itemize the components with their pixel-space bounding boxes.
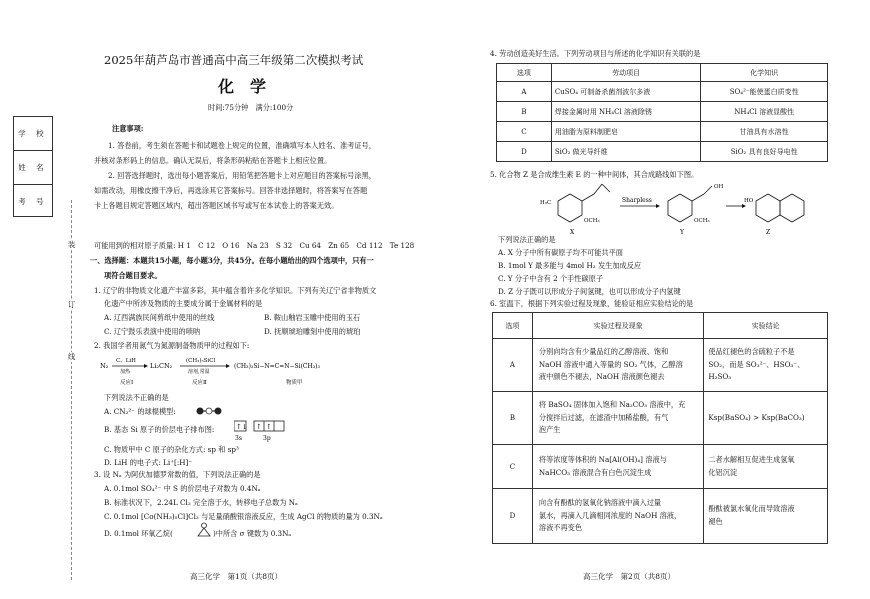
q1-option-c: C. 辽宁鼓乐表演中使用的唢呐 xyxy=(104,327,201,336)
atom-och3-x: OCH₃ xyxy=(584,218,600,224)
q3-option-b: B. 标准状况下，2.24L Cl₂ 完全溶于水，转移电子总数为 Nₐ xyxy=(104,498,298,507)
scheme-n2: N₂ xyxy=(100,362,109,370)
binding-label-ding: 订 xyxy=(68,300,76,309)
binding-line xyxy=(71,200,72,580)
table-row: B 将 BaSO₄ 固体加入饱和 Na₂CO₃ 溶液中，充 分搅拌后过滤，在滤渣中加稀盐酸，有气 泡产生 Ksp(BaSO₄) > Ksp(BaCO₃) xyxy=(493,392,828,445)
scheme-label-2: 反应Ⅱ xyxy=(192,380,207,386)
q3-option-a: A. 0.1mol SO₄²⁻ 中 S 的价层电子对数为 0.4Nₐ xyxy=(104,484,261,493)
q5-option-d: D. Z 分子既可以形成分子间氢键，也可以形成分子内氢键 xyxy=(498,287,681,296)
svg-text:↑↓: ↑↓ xyxy=(236,423,248,431)
q1-option-b: B. 鞍山釉岩玉雕中使用的玉石 xyxy=(264,313,361,322)
q5-option-a: A. X 分子中所有碳原子均不可能共平面 xyxy=(498,248,623,257)
q3-option-d-part2: )中所含 σ 键数为 0.3Nₐ xyxy=(213,529,292,538)
binding-label-xian: 线 xyxy=(68,352,76,361)
reagent-sharpless: Sharpless xyxy=(622,197,652,204)
q4-table xyxy=(496,63,828,162)
scheme-label-1: 反应Ⅰ xyxy=(120,380,134,386)
q5-stem: 5. 化合物 Z 是合成维生素 E 的一种中间体，其合成路线如下图。 xyxy=(490,170,699,179)
q6-table xyxy=(492,312,828,544)
q2-reaction-scheme xyxy=(100,352,380,388)
table-row: D SiO₂ 做光导纤维 SiO₂ 具有良好导电性 xyxy=(497,142,828,162)
q6-header-conclusion: 实验结论 xyxy=(704,313,828,339)
subject-title: 化 学 xyxy=(218,77,267,96)
note-line-2: 并核对条形码上的信息。确认无误后，将条形码粘贴在答题卡上相应位置。 xyxy=(94,156,332,165)
svg-text:↑: ↑ xyxy=(266,423,272,431)
scheme-reagent2-top: (CH₃)₃SiCl xyxy=(186,358,216,364)
q3-option-c: C. 0.1mol [Co(NH₃)₅Cl]Cl₂ 与足量硝酸银溶液反应，生成 AgCl 的物质的量为 0.3Nₐ xyxy=(104,512,383,521)
atom-oh: OH xyxy=(714,184,724,190)
q5-synthesis-scheme xyxy=(540,180,810,236)
q3-stem: 3. 设 Nₐ 为阿伏加德罗常数的值，下列说法正确的是 xyxy=(94,470,261,479)
footer-page-1: 高三化学 第1页（共8页） xyxy=(190,572,283,581)
svg-text:↑: ↑ xyxy=(256,423,262,431)
orbital-label-3s: 3s xyxy=(235,435,242,442)
q4-header-knowledge: 化学知识 xyxy=(701,64,828,82)
section-one-heading-cont: 项符合题目要求。 xyxy=(104,271,162,280)
q5-question: 下列说法正确的是 xyxy=(498,235,556,244)
epoxide-ring-icon xyxy=(196,522,212,538)
scheme-reagent1-top: C、LiH xyxy=(116,358,136,364)
table-row: C 将等浓度等体积的 Na[Al(OH)₄] 溶液与 NaHCO₃ 溶液混合有白色沉淀生成 二者水解相互促进生成氢氧 化铝沉淀 xyxy=(493,445,828,489)
section-one-heading: 一、选择题：本题共15小题，每小题3分，共45分。在每小题给出的四个选项中，只有一 xyxy=(90,256,374,265)
q2-option-d: D. LiH 的电子式: Li⁺[:H]⁻ xyxy=(104,458,193,467)
scheme-product-label: 物质甲 xyxy=(286,380,303,386)
q2-question: 下列说法不正确的是 xyxy=(104,393,169,402)
scheme-reagent2-bottom: 溶剂,常温 xyxy=(188,369,210,375)
binding-label-zhuang: 装 xyxy=(68,240,76,249)
table-row: B 焊接金属时用 NH₄Cl 溶液除锈 NH₄Cl 溶液显酸性 xyxy=(497,102,828,122)
note-line-3: 2. 回答选择题时，选出每小题答案后，用铅笔把答题卡上对应题目的答案标号涂黑， xyxy=(108,171,376,180)
q1-stem: 1. 辽宁的非物质文化遗产丰富多彩，其中蕴含着许多化学知识。下列有关辽宁省非物质文 xyxy=(94,286,377,295)
exam-title: 2025年葫芦岛市普通高中高三年级第二次模拟考试 xyxy=(104,53,364,67)
note-line-1: 1. 答卷前，考生须在答题卡和试题卷上规定的位置，准确填写本人姓名、准考证号， xyxy=(108,141,376,150)
label-z: Z xyxy=(766,229,771,236)
q2-option-c: C. 物质甲中 C 原子的杂化方式: sp 和 sp³ xyxy=(104,445,239,454)
q1-option-d: D. 抚顺琥珀雕刻中使用的琥珀 xyxy=(264,327,361,336)
table-row: A CuSO₄ 可制备杀菌剂波尔多液 SO₄²⁻能使蛋白质变性 xyxy=(497,82,828,102)
q5-option-c: C. Y 分子中含有 2 个手性碳原子 xyxy=(498,274,604,283)
q2-stem: 2. 我国学者用氮气为氮源制备物质甲的过程如下: xyxy=(94,341,250,350)
q1-stem-cont: 化遗产中所涉及物质的主要成分属于金属材料的是 xyxy=(104,299,263,308)
table-row: C 用油脂为原料制肥皂 甘油具有水溶性 xyxy=(497,122,828,142)
q6-header-option: 选项 xyxy=(493,313,533,339)
scheme-intermediate: Li₂CN₂ xyxy=(150,362,173,370)
q5-option-b: B. 1mol Y 最多能与 4mol H₂ 发生加成反应 xyxy=(498,261,642,270)
ball-stick-model-icon xyxy=(194,405,224,417)
q6-header-process: 实验过程及现象 xyxy=(532,313,703,339)
school-field[interactable]: 学 校 xyxy=(14,117,52,151)
atom-och3-y: OCH₃ xyxy=(694,218,710,224)
atomic-masses: 可能用到的相对原子质量: H 1 C 12 O 16 Na 23 S 32 Cu 64 Zn 65 Cd 112 Te 128 xyxy=(94,241,415,250)
scheme-product: (CH₃)₃Si−N=C=N−Si(CH₃)₃ xyxy=(234,363,320,370)
q2-option-b: B. 基态 Si 原子的价层电子排布图: xyxy=(104,425,215,434)
orbital-label-3p: 3p xyxy=(263,435,271,442)
name-field[interactable]: 姓 名 xyxy=(14,151,52,185)
label-x: X xyxy=(570,229,575,236)
q4-stem: 4. 劳动创造美好生活。下列劳动项目与所述的化学知识有关联的是 xyxy=(490,49,701,58)
q4-header-option: 选项 xyxy=(497,64,552,82)
atom-h3c: H₃C xyxy=(540,200,552,206)
notes-title: 注意事项: xyxy=(112,124,144,133)
table-row: D 向含有酚酞的氢氧化钠溶液中滴入过量 氯水，再滴入几滴相同浓度的 NaOH 溶液， 溶液不再变色 酚酞被氯水氧化而导致溶液 褪色 xyxy=(493,489,828,544)
note-line-5: 卡上各题目规定答题区域内，超出答题区域书写或写在本试卷上的答案无效。 xyxy=(94,201,339,210)
student-info-box xyxy=(13,116,53,217)
scheme-reagent1-bottom: 加热 xyxy=(120,369,131,375)
time-info: 时间:75分钟 满分:100分 xyxy=(208,103,294,112)
exam-number-field[interactable]: 考 号 xyxy=(18,197,48,206)
q6-stem: 6. 室温下，根据下列实验过程及现象，能验证相应实验结论的是 xyxy=(490,299,694,308)
note-line-4: 如需改动，用橡皮擦干净后，再选涂其它答案标号。回答非选择题时，将答案写在答题 xyxy=(94,186,368,195)
orbital-diagram-icon xyxy=(234,420,288,442)
q1-option-a: A. 辽西满族民间剪纸中使用的丝线 xyxy=(104,313,215,322)
atom-ho: HO xyxy=(744,198,754,204)
q2-option-a: A. CN₂²⁻ 的球棍模型: xyxy=(104,407,176,416)
footer-page-2: 高三化学 第2页（共8页） xyxy=(583,572,676,581)
label-y: Y xyxy=(680,229,684,236)
table-row: A 分别向均含有少量品红的乙醇溶液、饱和 NaOH 溶液中通入等量的 SO₂ 气体，乙醇溶 液中颜色不褪去，NaOH 溶液颜色褪去 使品红褪色的含硫粒子不是 SO₂，而是 SO₃²⁻、HSO₃⁻、 H₂SO₃ xyxy=(493,339,828,392)
q3-option-d-part1: D. 0.1mol 环氧乙烷( xyxy=(104,529,173,538)
q4-header-labor: 劳动项目 xyxy=(551,64,701,82)
